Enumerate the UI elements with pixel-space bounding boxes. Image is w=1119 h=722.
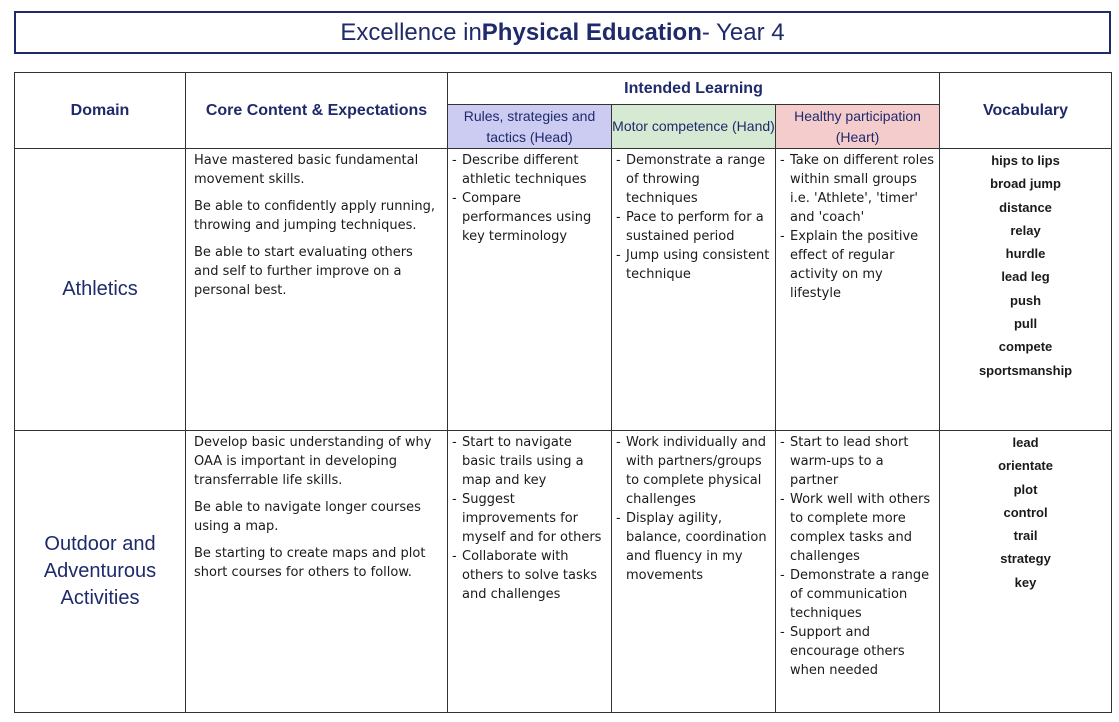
core-cell [186,149,448,431]
core-text: Have mastered basic fundamental movement skills. [194,153,419,187]
list-item: - Demonstrate a range of throwing techniques [616,151,771,208]
title-prefix: Excellence in [340,18,482,46]
list-item: - Take on different roles within small groups i.e. 'Athlete', 'timer' and 'coach' [780,151,935,227]
list-item: - Suggest improvements for myself and for others [452,490,607,547]
vocab-word: relay [1010,222,1041,238]
list-item: - Pace to perform for a sustained period [616,208,771,246]
title-bold: Physical Education [481,18,702,46]
vocab-word: compete [998,339,1053,355]
vocab-word: push [1010,292,1042,308]
vocab-word: broad jump [990,176,1061,192]
vocab-word: trail [1013,528,1038,544]
title-suffix: - Year 4 [701,18,785,46]
vocab-cell [940,431,1112,713]
header-head: Rules, strategies and tactics (Head) [448,105,612,149]
vocab-word: lead [1012,435,1039,450]
vocab-word: plot [1013,481,1038,497]
table-row-oaa [15,431,1112,713]
heart-cell [776,431,940,713]
list-item: - Display agility, balance, coordination and fluency in my movements [616,509,771,585]
list-item: - Work well with others to complete more complex tasks and challenges [780,490,935,566]
header-vocabulary: Vocabulary [940,73,1112,149]
page-title [14,11,1111,54]
vocab-word: control [1003,504,1048,520]
list-item: - Jump using consistent technique [616,246,771,284]
vocab-cell [940,149,1112,431]
domain-label: Outdoor and Adventurous Activities [43,533,157,609]
head-cell [448,431,612,713]
curriculum-table [14,72,1112,713]
header-intended-learning: Intended Learning [448,73,940,105]
core-text: Be starting to create maps and plot short courses for others to follow. [194,546,426,580]
head-cell [448,149,612,431]
vocab-word: lead leg [1001,269,1050,285]
domain-cell [15,431,186,713]
list-item: - Describe different athletic techniques [452,151,607,189]
list-item: - Support and encourage others when needed [780,623,935,680]
domain-cell: Athletics [15,149,186,431]
vocab-word: sportsmanship [978,362,1073,378]
hand-cell [612,149,776,431]
hand-cell [612,431,776,713]
vocab-word: strategy [1000,551,1051,567]
core-text: Be able to start evaluating others and self to further improve on a personal best. [194,245,413,298]
vocab-word: key [1014,574,1037,590]
header-domain: Domain [15,73,186,149]
table-row-athletics [15,149,1112,431]
vocab-word: distance [999,199,1052,215]
header-core-content: Core Content & Expectations [186,73,448,149]
vocab-word: hips to lips [991,153,1060,168]
core-cell [186,431,448,713]
core-text: Be able to navigate longer courses using a map. [194,500,421,534]
vocab-word: orientate [998,458,1053,474]
vocab-word: pull [1013,316,1038,332]
core-text: Develop basic understanding of why OAA is important in developing transferrable life skills. [194,435,432,488]
header-hand: Motor competence (Hand) [612,105,776,149]
list-item: - Explain the positive effect of regular activity on my lifestyle [780,227,935,303]
list-item: - Work individually and with partners/groups to complete physical challenges [616,433,771,509]
heart-cell [776,149,940,431]
core-text: Be able to confidently apply running, throwing and jumping techniques. [194,199,435,233]
list-item: - Start to lead short warm-ups to a partner [780,433,935,490]
header-heart: Healthy participation (Heart) [776,105,940,149]
list-item: - Collaborate with others to solve tasks and challenges [452,547,607,604]
list-item: - Compare performances using key terminology [452,189,607,246]
list-item: - Start to navigate basic trails using a map and key [452,433,607,490]
list-item: - Demonstrate a range of communication techniques [780,566,935,623]
vocab-word: hurdle [1005,246,1046,262]
